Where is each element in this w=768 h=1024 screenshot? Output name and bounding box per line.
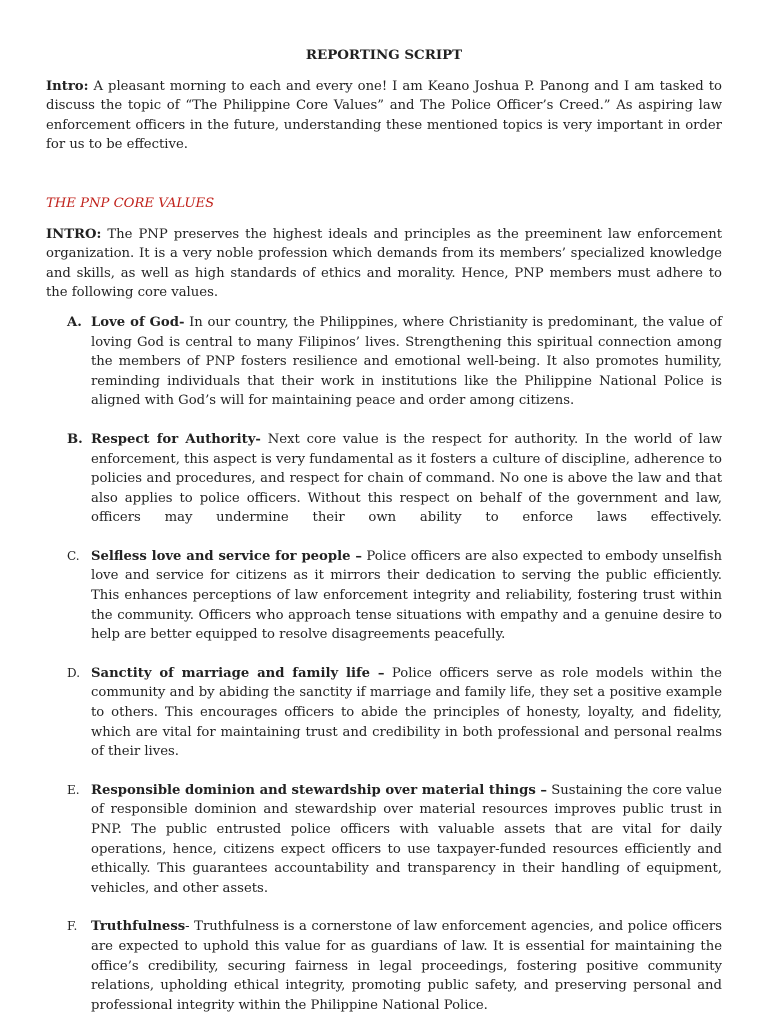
list-item-text: - Truthfulness is a cornerstone of law enforcement agencies, and police officers are expected to uphold this value for as guardians of law. It is essential for maintaining the office’s credibility, securing fairness in legal proceedings, fostering positive community relations, upholding ethical integrity, promoting public safety, and preserving personal and professional integrity within the Philippine National Police. — [91, 919, 722, 1013]
list-item-title: Respect for Authority- — [91, 431, 261, 447]
list-item-title: Sanctity of marriage and family life – — [91, 665, 385, 681]
list-marker: D. — [67, 665, 81, 680]
section-intro-paragraph — [46, 225, 722, 303]
list-item-title: Selfless love and service for people – — [91, 548, 362, 564]
list-marker: E. — [67, 782, 80, 797]
list-marker: B. — [67, 431, 83, 447]
list-item — [46, 781, 722, 899]
list-item-text: Next core value is the respect for authority. In the world of law enforcement, this aspect is very fundamental as it fosters a culture of discipline, adherence to policies and procedures, and respect for chain of command. No one is above the law and that also applies to police officers. Without this respect on behalf of the government and law, officers may undermine their own ability to enforce laws effectively. — [91, 431, 723, 526]
section-heading: THE PNP CORE VALUES — [46, 195, 215, 211]
list-item-text: Sustaining the core value of responsible dominion and stewardship over material resources improves public trust in PNP. The public entrusted police officers with valuable assets that are vital for daily operations, hence, citizens expect officers to use taxpayer-funded resources efficiently and ethically. This guarantees accountability and transparency in their handling of equipment, vehicles, and other assets. — [91, 782, 722, 896]
core-values-list — [46, 313, 722, 1015]
page-title: REPORTING SCRIPT — [305, 47, 463, 63]
list-item — [46, 664, 722, 762]
list-item-text: Police officers serve as role models within the community and by abiding the sanctity if marriage and family life, they set a positive example to others. This encourages officers to abide the principles of honesty, loyalty, and fidelity, which are vital for maintaining trust and credibility in both professional and personal realms of their lives. — [91, 665, 722, 760]
list-marker: A. — [67, 314, 82, 330]
list-item-title: Love of God- — [91, 314, 185, 330]
list-item — [46, 313, 722, 411]
section-intro-text: The PNP preserves the highest ideals and principles as the preeminent law enforcement organization. It is a very noble profession which demands from its members’ specialized knowledge and skills, as well as high standards of ethics and morality. Hence, PNP members must adhere to the following core values. — [46, 226, 723, 301]
intro-text: A pleasant morning to each and every one! I am Keano Joshua P. Panong and I am tasked to discuss the topic of “The Philippine Core Values” and The Police Officer’s Creed.” As aspiring law enforcement officers in the future, understanding these mentioned topics is very important in order for us to be effective. — [46, 78, 722, 153]
intro-label: Intro: — [46, 78, 89, 94]
list-item-text: In our country, the Philippines, where Christianity is predominant, the value of loving God is central to many Filipinos’ lives. Strengthening this spiritual connection among the members of PNP fosters resilience and emotional well-being. It also promotes humility, reminding individuals that their work in institutions like the Philippine National Police is aligned with God’s will for maintaining peace and order among citizens. — [91, 314, 723, 409]
list-item — [46, 917, 722, 1015]
list-item-title: Truthfulness — [91, 919, 186, 935]
list-item — [46, 547, 722, 645]
list-marker: C. — [67, 548, 80, 563]
intro-paragraph — [46, 77, 722, 155]
list-item — [46, 430, 722, 528]
list-item-title: Responsible dominion and stewardship over material things – — [91, 782, 547, 798]
section-intro-label: INTRO: — [46, 226, 102, 242]
list-item-text: Police officers are also expected to embody unselfish love and service for citizens as it mirrors their dedication to serving the public efficiently. This enhances perceptions of law enforcement integrity and reliability, fostering trust within the community. Officers who approach tense situations with empathy and a genuine desire to help are better equipped to resolve disagreements peacefully. — [91, 548, 722, 643]
list-marker: F. — [67, 919, 78, 934]
